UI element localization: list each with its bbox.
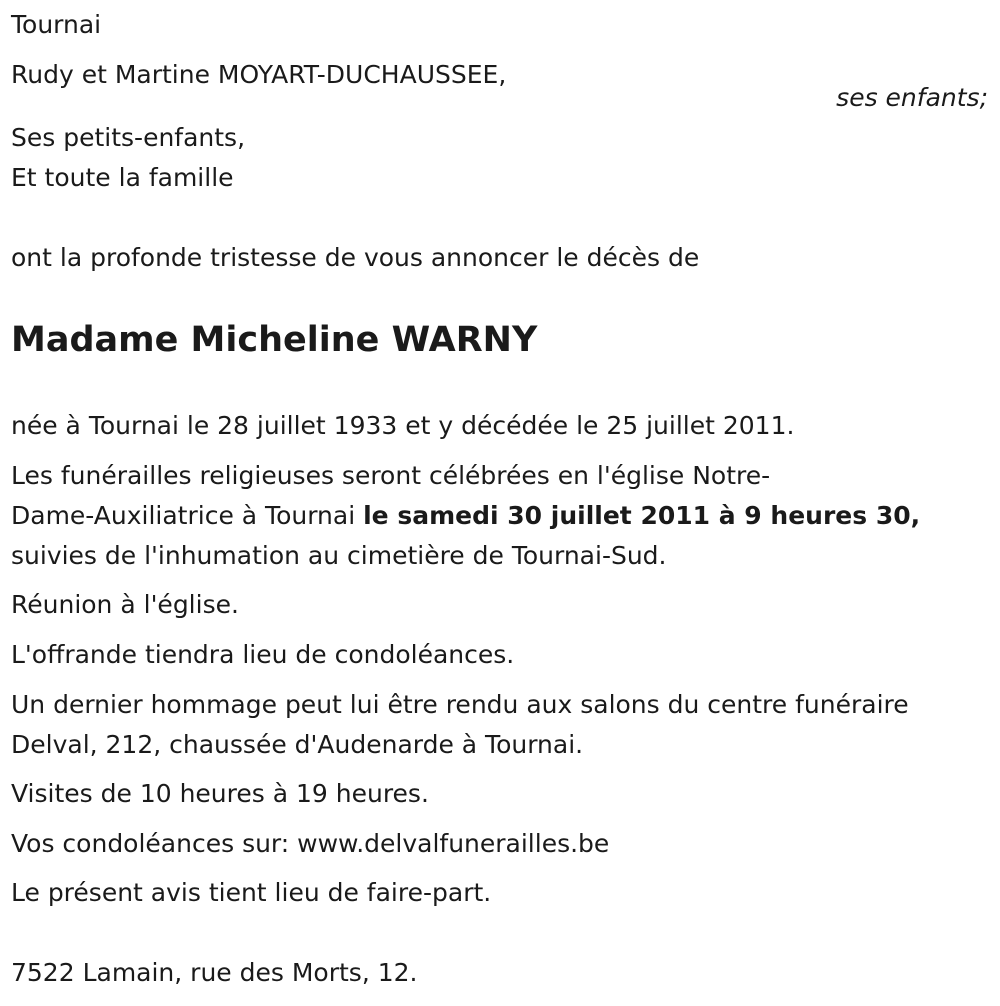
- tribute-line-2: Delval, 212, chaussée d'Audenarde à Tournai.: [11, 730, 584, 759]
- funeral-line-3: suivies de l'inhumation au cimetière de Tournai-Sud.: [11, 541, 667, 570]
- funeral-line-1: Les funérailles religieuses seront célébrées en l'église Notre-: [11, 461, 771, 490]
- grandchildren-line: Ses petits-enfants,: [11, 123, 246, 152]
- deceased-name: Madame Micheline WARNY: [11, 320, 538, 360]
- visits-line: Visites de 10 heures à 19 heures.: [11, 779, 429, 808]
- offering-line: L'offrande tiendra lieu de condoléances.: [11, 640, 515, 669]
- tribute-line-1: Un dernier hommage peut lui être rendu aux salons du centre funéraire: [11, 690, 909, 719]
- family-line: Rudy et Martine MOYART-DUCHAUSSEE,: [11, 60, 507, 89]
- meeting-line: Réunion à l'église.: [11, 590, 239, 619]
- funeral-date-time: le samedi 30 juillet 2011 à 9 heures 30,: [363, 501, 921, 530]
- announcement-line: ont la profonde tristesse de vous annoncer le décès de: [11, 243, 700, 272]
- notice-valid-line: Le présent avis tient lieu de faire-part.: [11, 878, 492, 907]
- whole-family-line: Et toute la famille: [11, 163, 234, 192]
- birth-death-line: née à Tournai le 28 juillet 1933 et y décédée le 25 juillet 2011.: [11, 411, 795, 440]
- address-line: 7522 Lamain, rue des Morts, 12.: [11, 958, 418, 987]
- condolences-line: Vos condoléances sur: www.delvalfunerailles.be: [11, 829, 610, 858]
- funeral-line-2: [11, 496, 920, 536]
- city-heading: Tournai: [11, 10, 102, 39]
- family-role: ses enfants;: [836, 83, 988, 112]
- funeral-line-2-start: Dame-Auxiliatrice à Tournai: [11, 501, 364, 530]
